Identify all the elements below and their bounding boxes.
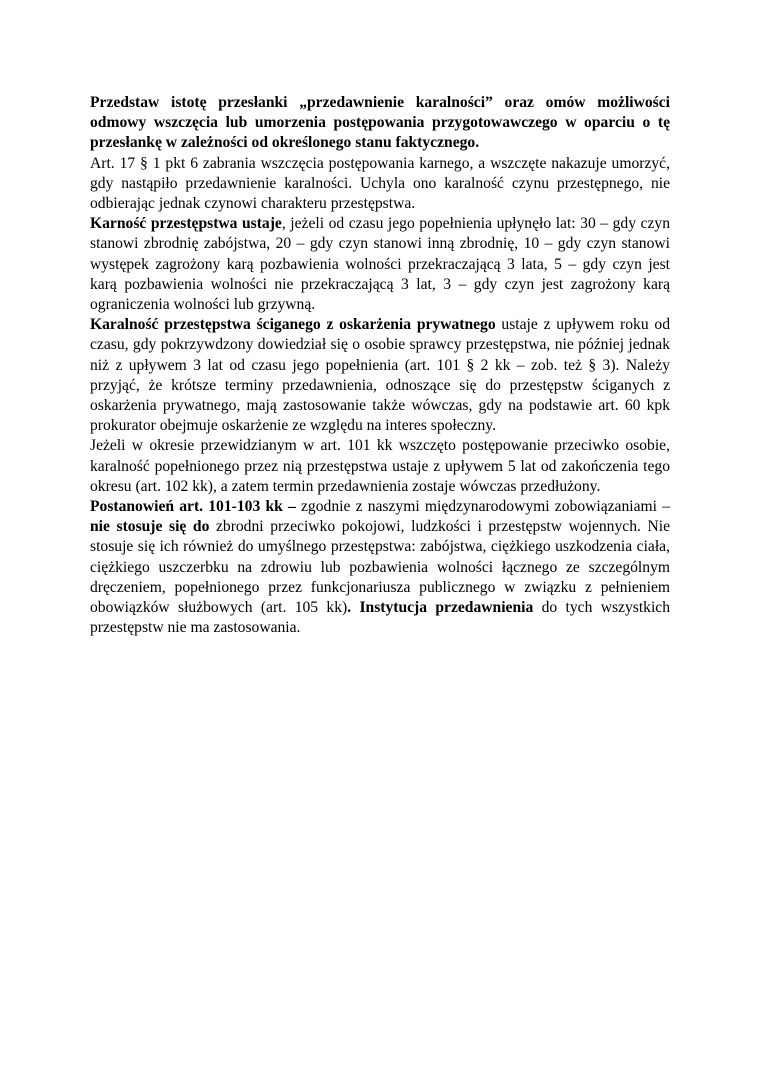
paragraph-private-prosecution	[90, 315, 670, 436]
question-heading: Przedstaw istotę przesłanki „przedawnienie karalności” oraz omów możliwości odmowy wszczęcia lub umorzenia postępowania przygotowawczego w oparciu o tę przesłankę w zależności od określonego stanu faktycznego.	[90, 94, 670, 152]
exclusions-text-2: zbrodni przeciwko pokojowi, ludzkości i przestępstw wojennych. Nie stosuje się ich również do umyślnego przestępstwa: zabójstwa, ciężkiego uszkodzenia ciała, ciężkiego uszczerbku na zdrowiu lub pozbawienia wolności łącznego ze szczególnym dręczeniem, popełnionego przez funkcjonariusza publicznego w związku z pełnieniem obowiązków służbowych (art. 105 kk)	[90, 518, 670, 617]
paragraph-exclusions	[90, 497, 670, 638]
document-page	[90, 93, 670, 638]
exclusions-text-3: do tych wszystkich przestępstw nie ma zastosowania.	[90, 599, 671, 637]
extension-text: Jeżeli w okresie przewidzianym w art. 101 kk wszczęto postępowanie przeciwko osobie, karalność popełnionego przez nią przestępstwa ustaje z upływem 5 lat od zakończenia tego okresu (art. 102 kk), a zatem termin przedawnienia zostaje wówczas przedłużony.	[90, 437, 670, 495]
limitation-periods-text: , jeżeli od czasu jego popełnienia upłynęło lat: 30 – gdy czyn stanowi zbrodnię zabójstwa, 20 – gdy czyn stanowi inną zbrodnię, 10 – gdy czyn stanowi występek zagrożony karą pozbawienia wolności przekraczającą 3 lata, 5 – gdy czyn jest karą pozbawienia wolności nie przekraczającą 3 lat, 3 – gdy czyn jest zagrożony karą ograniczenia wolności lub grzywną.	[90, 215, 670, 314]
paragraph-extension	[90, 436, 670, 497]
paragraph-limitation-periods	[90, 214, 670, 315]
private-prosecution-bold: Karalność przestępstwa ściganego z oskarżenia prywatnego	[90, 316, 496, 334]
limitation-periods-bold: Karność przestępstwa ustaje	[90, 215, 282, 233]
private-prosecution-text: ustaje z upływem roku od czasu, gdy pokrzywdzony dowiedział się o osobie sprawcy przestępstwa, nie później jednak niż z upływem 3 lat od czasu jego popełnienia (art. 101 § 2 kk – zob. też § 3). Należy przyjąć, że krótsze terminy przedawnienia, odnoszące się do przestępstw ściganych z oskarżenia prywatnego, mają zastosowanie także wówczas, gdy na podstawie art. 60 kpk prokurator obejmuje oskarżenie ze względu na interes społeczny.	[90, 316, 671, 435]
paragraph-art-17-text: Art. 17 § 1 pkt 6 zabrania wszczęcia postępowania karnego, a wszczęte nakazuje umorzyć, gdy nastąpiło przedawnienie karalności. Uchyla ono karalność czynu przestępnego, nie odbierając jednak czynowi charakteru przestępstwa.	[90, 154, 670, 213]
exclusions-bold-1: Postanowień art. 101-103 kk –	[90, 498, 296, 516]
exclusions-bold-2: nie stosuje się do	[90, 518, 210, 536]
paragraph-art-17	[90, 154, 670, 215]
exclusions-bold-3: . Instytucja przedawnienia	[347, 599, 534, 617]
exclusions-text-1: zgodnie z naszymi międzynarodowymi zobowiązaniami –	[295, 498, 670, 516]
